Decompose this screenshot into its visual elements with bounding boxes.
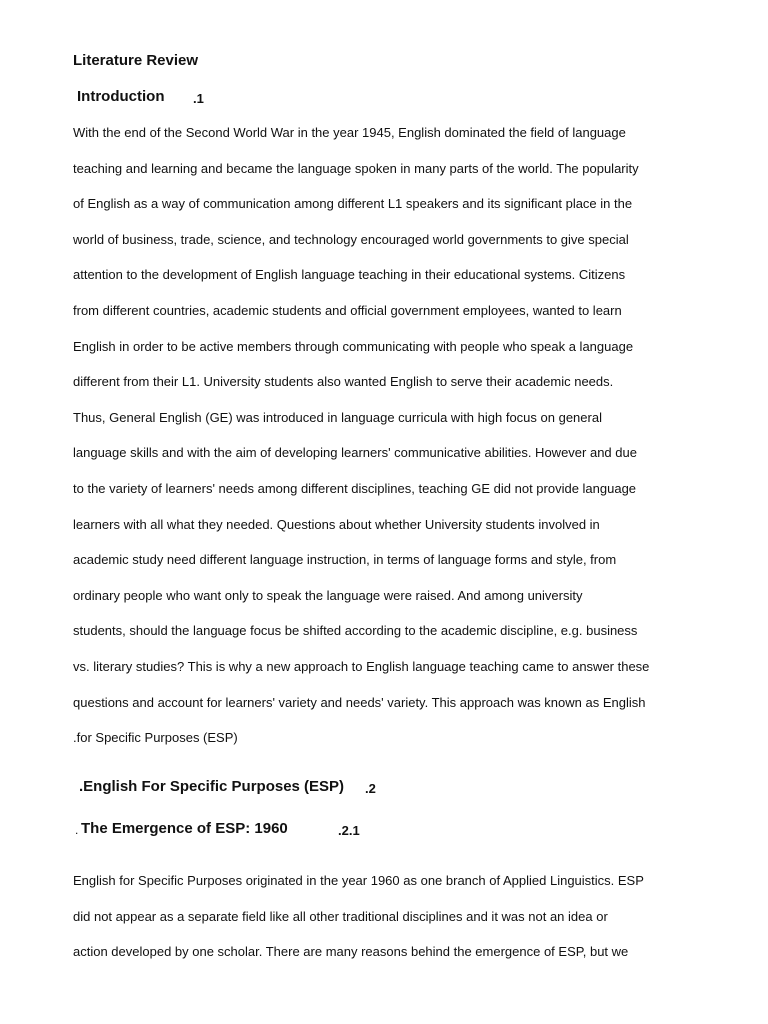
paragraph-line: Thus, General English (GE) was introduced in language curricula with high focus on general	[73, 409, 602, 425]
paragraph-line: questions and account for learners' variety and needs' variety. This approach was known as English	[73, 694, 646, 710]
introduction-paragraph	[73, 115, 713, 756]
paragraph-line: English in order to be active members through communicating with people who speak a language	[73, 338, 634, 354]
section-heading-emergence: The Emergence of ESP: 1960	[81, 820, 288, 837]
paragraph-line: world of business, trade, science, and technology encouraged world governments to give special	[73, 231, 629, 247]
paragraph-line: from different countries, academic students and official government employees, wanted to learn	[73, 302, 622, 318]
paragraph-line: to the variety of learners' needs among different disciplines, teaching GE did not provide language	[73, 480, 637, 496]
paragraph-line: action developed by one scholar. There are many reasons behind the emergence of ESP, but we	[73, 944, 629, 960]
paragraph-line: ordinary people who want only to speak the language were raised. And among university	[73, 587, 583, 603]
paragraph-line: .for Specific Purposes (ESP)	[73, 730, 238, 746]
paragraph-line: vs. literary studies? This is why a new approach to English language teaching came to answer these	[73, 658, 650, 674]
section-prefix-dot: .	[75, 823, 79, 837]
paragraph-line: teaching and learning and became the language spoken in many parts of the world. The popularity	[73, 160, 639, 176]
paragraph-line: With the end of the Second World War in the year 1945, English dominated the field of language	[73, 125, 626, 140]
paragraph-line: academic study need different language instruction, in terms of language forms and style, from	[73, 552, 617, 568]
paragraph-line: learners with all what they needed. Questions about whether University students involved in	[73, 516, 600, 532]
paragraph-line: did not appear as a separate field like all other traditional disciplines and it was not an idea or	[73, 908, 608, 924]
paragraph-line: language skills and with the aim of developing learners' communicative abilities. However and due	[73, 445, 637, 461]
paragraph-line: attention to the development of English language teaching in their educational systems. Citizens	[73, 267, 626, 283]
section-number-esp: .2	[365, 781, 376, 796]
section-heading-esp: .English For Specific Purposes (ESP)	[79, 778, 345, 795]
section-number-introduction: .1	[193, 91, 204, 106]
paragraph-line: of English as a way of communication among different L1 speakers and its significant place in the	[73, 196, 633, 212]
document-title: Literature Review	[73, 52, 199, 69]
section-number-emergence: .2.1	[338, 823, 360, 838]
section-heading-introduction: Introduction	[77, 88, 165, 105]
emergence-paragraph	[73, 863, 713, 970]
paragraph-line: English for Specific Purposes originated in the year 1960 as one branch of Applied Linguistics. ESP	[73, 873, 644, 888]
paragraph-line: different from their L1. University students also wanted English to serve their academic needs.	[73, 374, 614, 390]
paragraph-line: students, should the language focus be shifted according to the academic discipline, e.g. business	[73, 623, 638, 639]
